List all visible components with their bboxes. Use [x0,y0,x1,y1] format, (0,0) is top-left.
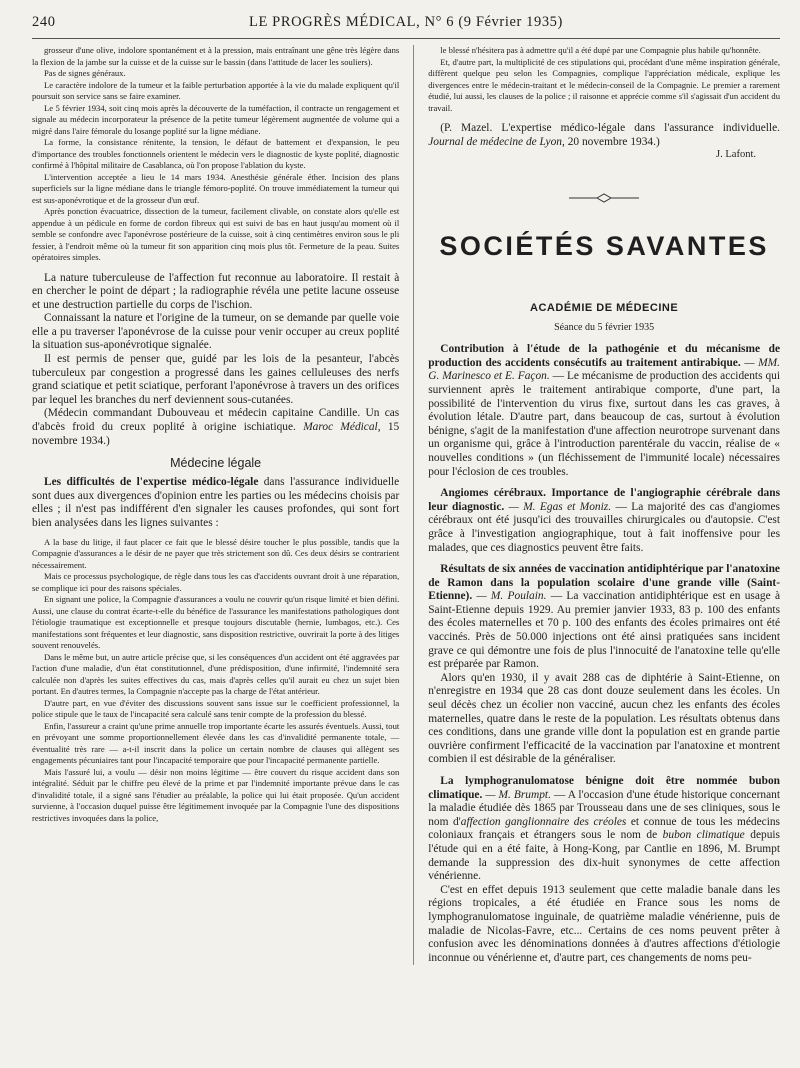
page-number: 240 [32,14,56,30]
paragraph: Enfin, l'assureur a craint qu'une prime annuelle trop importante écarte les assurés éventuels. Aussi, tout en prévoyant une somme proportionnellement élevée dans les cas d'invalidité permanente totale, — éventualité très rare — a-t-il inscrit dans la police un certain nombre de clauses qui allègent ses engagements pécuniaires tant pour l'incapacité temporaire que pour l'incapacité permanente partielle. [32,720,400,766]
column-divider [413,45,414,965]
ornament-divider [428,188,780,207]
paragraph: Après ponction évacuatrice, dissection de la tumeur, facilement clivable, on constate alors qu'elle est appendue à un pédicule en forme de cordon fibreux qui est suivi de bas en haut jusqu'au moment où il semble se confondre avec l'aponévrose postérieure de la cuisse, soit à cinq centimètres environ sous le pli fessier, à l'endroit même où la tumeur fit son apparition cinq mois plus tôt. Fermeture de la peau. Suites opératoires simples. [32,206,400,262]
academy-heading: ACADÉMIE DE MÉDECINE [530,302,679,315]
paragraph: Alors qu'en 1930, il y avait 288 cas de diphtérie à Saint-Etienne, on n'enregistre en 1934 que 28 cas dont douze seulement dans les écoles. Un seul décès chez un écolier non vacciné, aucun chez les enfants des écoles maternelles, quatre dans le reste de la population. Les résultats obtenus dans ces conditions, dans une grande ville dont la population est en grande partie ouvrière confirment l'efficacité de la vaccination par l'anatoxine et montrent combien il est désirable de la généraliser. [428,671,780,766]
ml-quote-cont [428,45,780,114]
reference: (Médecin commandant Dubouveau et médecin capitaine Candille. Un cas d'abcès froid du creux poplité à origine ischiatique. Maroc Médical, 15 novembre 1934.) [32,407,400,447]
paragraph: D'autre part, en vue d'éviter des discussions souvent sans issue sur le coefficient professionnel, la police stipule que le taux de l'incapacité sera calculé sans tenir compte de la profession du blessé. [32,697,400,720]
paragraph: le blessé n'hésitera pas à admettre qu'il a été dupé par une Compagnie plus habile qu'honnête. [440,45,761,55]
paragraph: Et, d'autre part, la multiplicité de ces stipulations qui, procédant d'une même inspiration générale, diffèrent quelque peu selon les Compagnies, complique l'appréciation médicale, explique les divergences entre le médecin-traitant et le médecin-conseil de la Compagnie. Le premier a rarement étudié, lui aussi, les clauses de la police ; il raisonne et apprécie comme s'il s'agissait d'un accident du travail. [428,56,780,113]
paragraph: A la base du litige, il faut placer ce fait que le blessé désire toucher le plus possible, tandis que la Compagnie d'assurances a le désir de ne payer que très strictement son dû. Ces deux désirs se contrarient nécessairement. [32,536,400,570]
paragraph: C'est en effet depuis 1913 seulement que cette maladie banale dans les régions tropicales, a été étudiée en France sous les noms de lymphogranulomatose inguinale, de quatrième maladie vénérienne, puis de maladie de Nicolas-Favre, etc... Certains de ces noms peuvent prêter à confusion avec les dénominations données à d'autres affections d'étiologie inconnue ou vénérienne et, d'autre part, ces changements de noms peu- [428,883,780,964]
two-columns [32,45,780,965]
paragraph: En signant une police, la Compagnie d'assurances a voulu ne couvrir qu'un risque limité et bien défini. Aussi, une clause du contrat écarte-t-elle du bénéfice de l'assurance les manifestations pathologiques dont l'étiologie traumatique est exceptionnelle et presque toujours discutable (hernie, lumbagos, etc.). Ces manifestations sont fréquentes et leur diagnostic, sans disposition restrictive, ouvrirait la porte à des litiges souvent renouvelés. [32,594,400,651]
case-discussion [32,272,399,449]
paragraph: Le 5 février 1934, soit cinq mois après la découverte de la tuméfaction, il contracte un rengagement et signale au médecin incorporateur la présence de la petite tumeur légèrement augmentée de volume qui a migré dans l'aire fémorale du losange poplité sur la ligne médiane. [32,102,400,136]
paragraph: Mais l'assuré lui, a voulu — désir non moins légitime — être couvert du risque accident dans son intégralité. Séduit par le chiffre peu élevé de la prime et par l'indemnité importante prévue dans le cas d'invalidité totale, il a signé sans l'étudier au préalable, la police qui lui était proposée. Qu'un accident survienne, à l'occasion duquel puisse être légitimement invoquée par la Compagnie l'une des dispositions restrictives invoquées dans la police, [32,766,400,823]
paragraph: Le caractère indolore de la tumeur et la faible perturbation apportée à la vie du malade expliquent qu'il poursuit son service sans se faire examiner. [32,79,400,101]
session-date: Séance du 5 février 1935 [554,322,655,334]
paragraph: L'intervention acceptée a lieu le 14 mars 1934. Anesthésie générale éther. Incision des plans superficiels sur la ligne médiane dans le triangle fémoro-poplité. On trouve immédiatement la tumeur qui est sus-aponévrotique et de la grosseur d'un œuf. [32,171,400,205]
journal-title: LE PROGRÈS MÉDICAL, N° 6 (9 Février 1935) [249,14,563,30]
ml-intro: Les difficultés de l'expertise médico-légale dans l'assurance individuelle sont dues aux divergences d'opinion entre les parties ou les médecins choisis par elles ; il n'est pas indifférent d'en signaler les causes profondes, qui sont fort bien analysées dans les lignes suivantes : [32,476,400,529]
ml-reference [428,122,780,149]
paragraph: La nature tuberculeuse de l'affection fut reconnue au laboratoire. Il restait à en chercher le point de départ ; la radiographie révéla une petite lacune osseuse et une destruction partielle du corps de l'ischion. [32,271,400,311]
header-rule [32,38,780,39]
ornament-icon [569,193,639,203]
right-column [428,45,780,965]
running-header [32,14,780,36]
academy-articles [428,343,780,965]
paragraph: grosseur d'une olive, indolore spontanément et à la pression, mais entraînant une gêne très légère dans la flexion de la jambe sur la cuisse et de la cuisse sur le bassin (dans l'attitude de lacer les souliers). [32,45,400,67]
section-heading: Médecine légale [170,456,262,471]
author-signature: J. Lafont. [716,149,756,161]
section-big-title: SOCIÉTÉS SAVANTES [439,231,769,262]
paragraph: Pas de signes généraux. [44,68,126,78]
article: Contribution à l'étude de la pathogénie et du mécanisme de production des accidents consécutifs au traitement antirabique. — MM. G. Marinesco et E. Façon. — Le mécanisme de production des accidents qui surviennent après le traitement antirabique comporte, d'une part, la possibilité de l'intervention du virus fixe, surtout dans les cas graves, à évolution létale. D'autre part, dans beaucoup de cas, surtout à évolution bénigne, s'agit de la manifestation d'une affection neurotrope survenant dans un organisme qui, grâce à l'introduction parentérale du vaccin, réalise de « nouvelles conditions » (un fléchissement de l'immunité locale) nécessaires pour l'éclosion de ces troubles. [428,343,780,478]
left-column [32,45,399,965]
article-title: Les difficultés de l'expertise médico-légale [44,476,259,489]
case-report-small [32,45,399,264]
article: Angiomes cérébraux. Importance de l'angiographie cérébrale dans leur diagnostic. — M. Egas et Moniz. — La majorité des cas d'angiomes cérébraux ont été jusqu'ici des trouvailles chirurgicales ou d'autopsie. C'est grâce à l'investigation angiographique, tout à fait inoffensive pour les malades, que ces diagnostics peuvent être faits. [428,487,780,554]
reference: (P. Mazel. L'expertise médico-légale dans l'assurance individuelle. Journal de médecine de Lyon, 20 novembre 1934.) [428,122,780,148]
ml-quote [32,537,399,825]
paragraph: Mais ce processus psychologique, de règle dans tous les cas d'accidents ouvrant droit à une réparation, se complique ici pour des raisons spéciales. [32,571,400,593]
article: Résultats de six années de vaccination antidiphtérique par l'anatoxine de Ramon dans la population scolaire d'une grande ville (Saint-Etienne). — M. Poulain. — La vaccination antidiphtérique est en usage à Saint-Etienne depuis 1929. Au premier janvier 1933, 83 p. 100 des enfants des écoles maternelles et 70 p. 100 des enfants des écoles primaires ont été vaccinés. Près de 50.000 injections ont été ainsi pratiquées sans incident grave ce qui démontre une fois de plus l'innocuité de l'anatoxine telle qu'elle est préparée par Ramon. [428,563,780,671]
article: La lymphogranulomatose bénigne doit être nommée bubon climatique. — M. Brumpt. — A l'occasion d'une étude historique concernant la maladie étudiée dès 1865 par Trousseau dans une de ses cliniques, sous le nom d'affection ganglionnaire des créoles et connue de tous les médecins coloniaux français et étrangers sous le nom de bubon climatique depuis l'étude qui en a été faite, à Hong-Kong, par Cantlie en 1896, M. Brumpt demande la suppression des dix-huit synonymes de cette affection vénérienne. [428,775,780,883]
paragraph: Connaissant la nature et l'origine de la tumeur, on se demande par quelle voie elle a pu traverser l'aponévrose de la cuisse pour venir occuper au creux poplité la situation sus-aponévrotique signalée. [32,312,400,352]
paragraph: Il est permis de penser que, guidé par les lois de la pesanteur, l'abcès tuberculeux par congestion a progressé dans les gaines celluleuses des nerfs grand sciatique et petit sciatique, perforant l'aponévrose à travers un des orifices par lequel les branches du nerf deviennent sous-cutanées. [32,353,400,406]
paragraph: Dans le même but, un autre article précise que, si les conséquences d'un accident ont été aggravées par l'action d'une maladie, d'un état constitutionnel, d'une prédisposition, d'une infirmité, l'indemnité sera calculée non d'après les suites effectives du cas, mais d'après celles qu'il aurait eu chez un sujet bien portant. En d'autres termes, la Compagnie n'accepte pas la charge de l'état antérieur. [32,651,400,697]
paragraph: La forme, la consistance rénitente, la tension, le défaut de battement et d'expansion, le peu d'importance des troubles fonctionnels orientent le médecin vers le diagnostic de kyste poplité, diagnostic confirmé à l'hôpital militaire de Casablanca, où l'on propose l'ablation du kyste. [32,137,400,170]
